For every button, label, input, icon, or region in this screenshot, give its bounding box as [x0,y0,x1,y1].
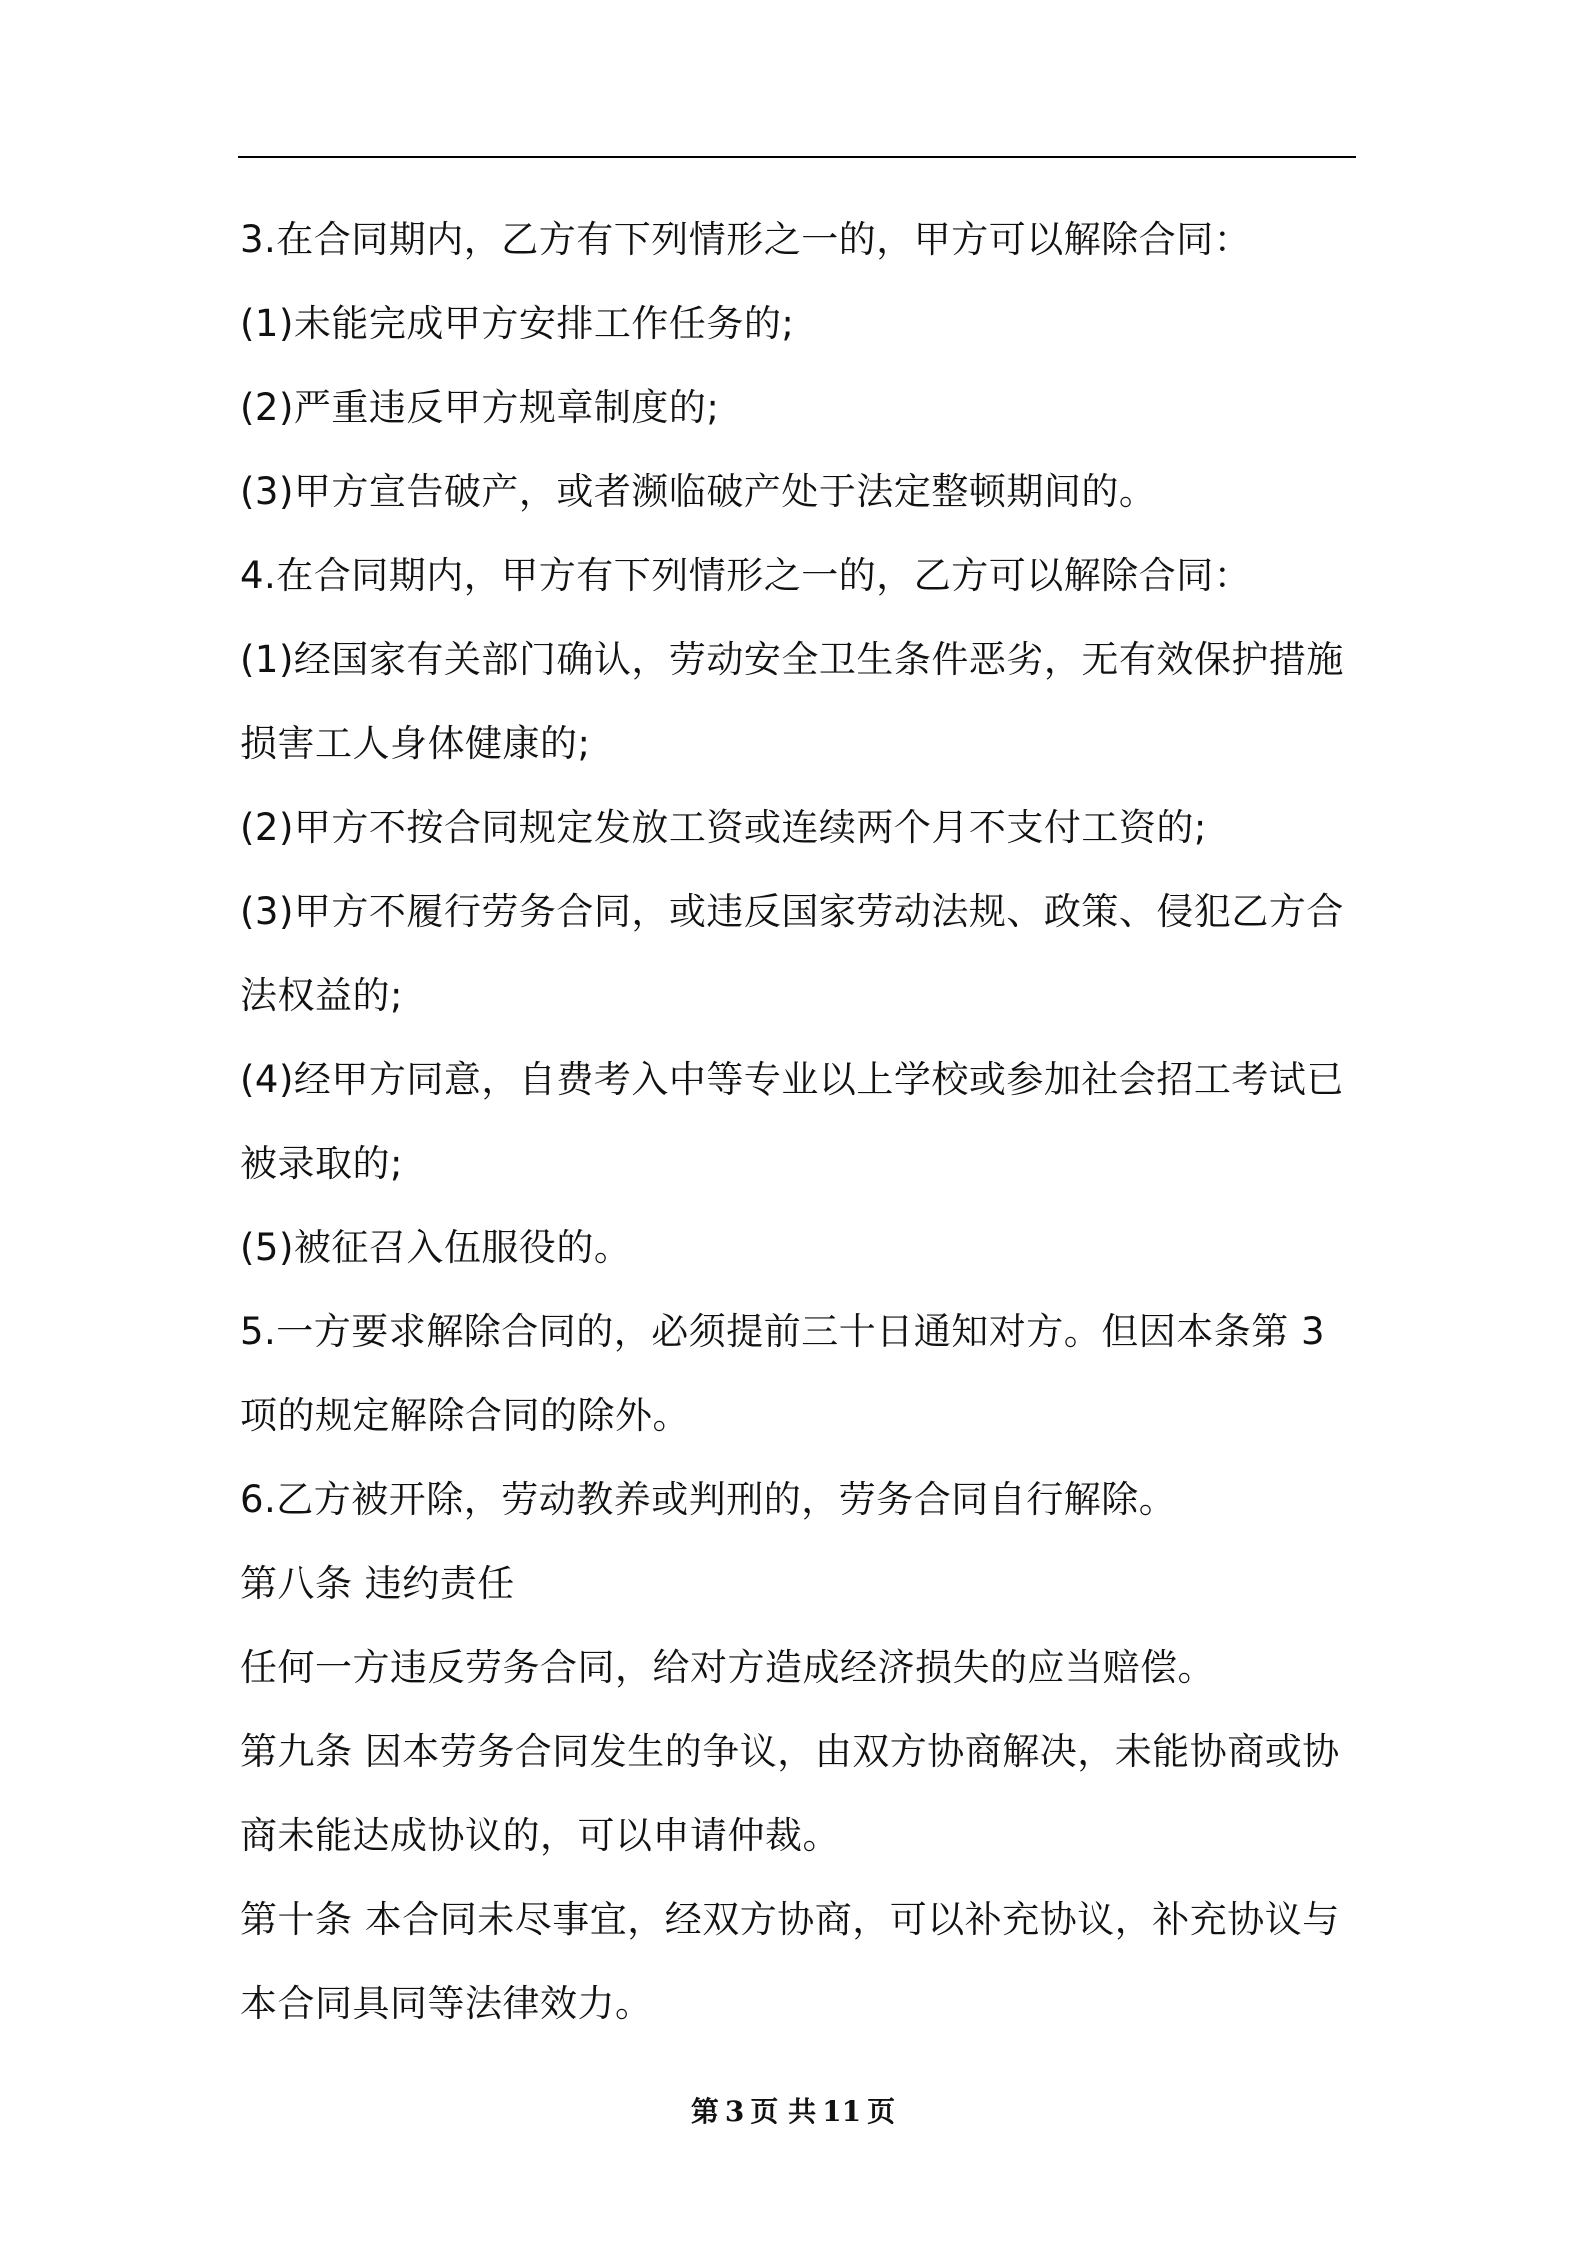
paragraph-clause-4-item-5: (5)被征召入伍服役的。 [240,1226,632,1269]
header-rule [238,156,1356,158]
paragraph-clause-3: 3.在合同期内，乙方有下列情形之一的，甲方可以解除合同： [240,218,1252,261]
paragraph-article-9: 第九条 因本劳务合同发生的争议，由双方协商解决，未能协商或协商未能达成协议的，可以申请仲裁。 [240,1730,1340,1857]
footer-prefix: 第 [690,2095,719,2128]
paragraph-clause-4: 4.在合同期内，甲方有下列情形之一的，乙方可以解除合同： [240,554,1252,597]
footer-total-pages: 11 [822,2095,862,2128]
paragraph-clause-4-item-2: (2)甲方不按合同规定发放工资或连续两个月不支付工资的; [240,806,1207,849]
document-body [240,198,1360,2046]
article-8-heading: 第八条 违约责任 [240,1562,515,1605]
paragraph-clause-3-item-3: (3)甲方宣告破产，或者濒临破产处于法定整顿期间的。 [240,470,1157,513]
paragraph-clause-6: 6.乙方被开除，劳动教养或判刑的，劳务合同自行解除。 [240,1478,1177,1521]
footer-mid: 页 共 [750,2095,817,2128]
footer-suffix: 页 [867,2095,896,2128]
paragraph-clause-3-item-2: (2)严重违反甲方规章制度的; [240,386,720,429]
page-number-footer [0,2092,1586,2132]
footer-current-page: 3 [724,2095,745,2128]
paragraph-clause-4-item-3: (3)甲方不履行劳务合同，或违反国家劳动法规、政策、侵犯乙方合法权益的; [240,890,1344,1017]
paragraph-clause-4-item-1: (1)经国家有关部门确认，劳动安全卫生条件恶劣，无有效保护措施损害工人身体健康的; [240,638,1344,765]
paragraph-article-8-body: 任何一方违反劳务合同，给对方造成经济损失的应当赔偿。 [240,1646,1215,1689]
paragraph-article-10: 第十条 本合同未尽事宜，经双方协商，可以补充协议，补充协议与本合同具同等法律效力。 [240,1898,1340,2025]
paragraph-clause-3-item-1: (1)未能完成甲方安排工作任务的; [240,302,795,345]
paragraph-clause-4-item-4: (4)经甲方同意，自费考入中等专业以上学校或参加社会招工考试已被录取的; [240,1058,1344,1185]
paragraph-clause-5: 5.一方要求解除合同的，必须提前三十日通知对方。但因本条第 3 项的规定解除合同的除外。 [240,1310,1326,1437]
